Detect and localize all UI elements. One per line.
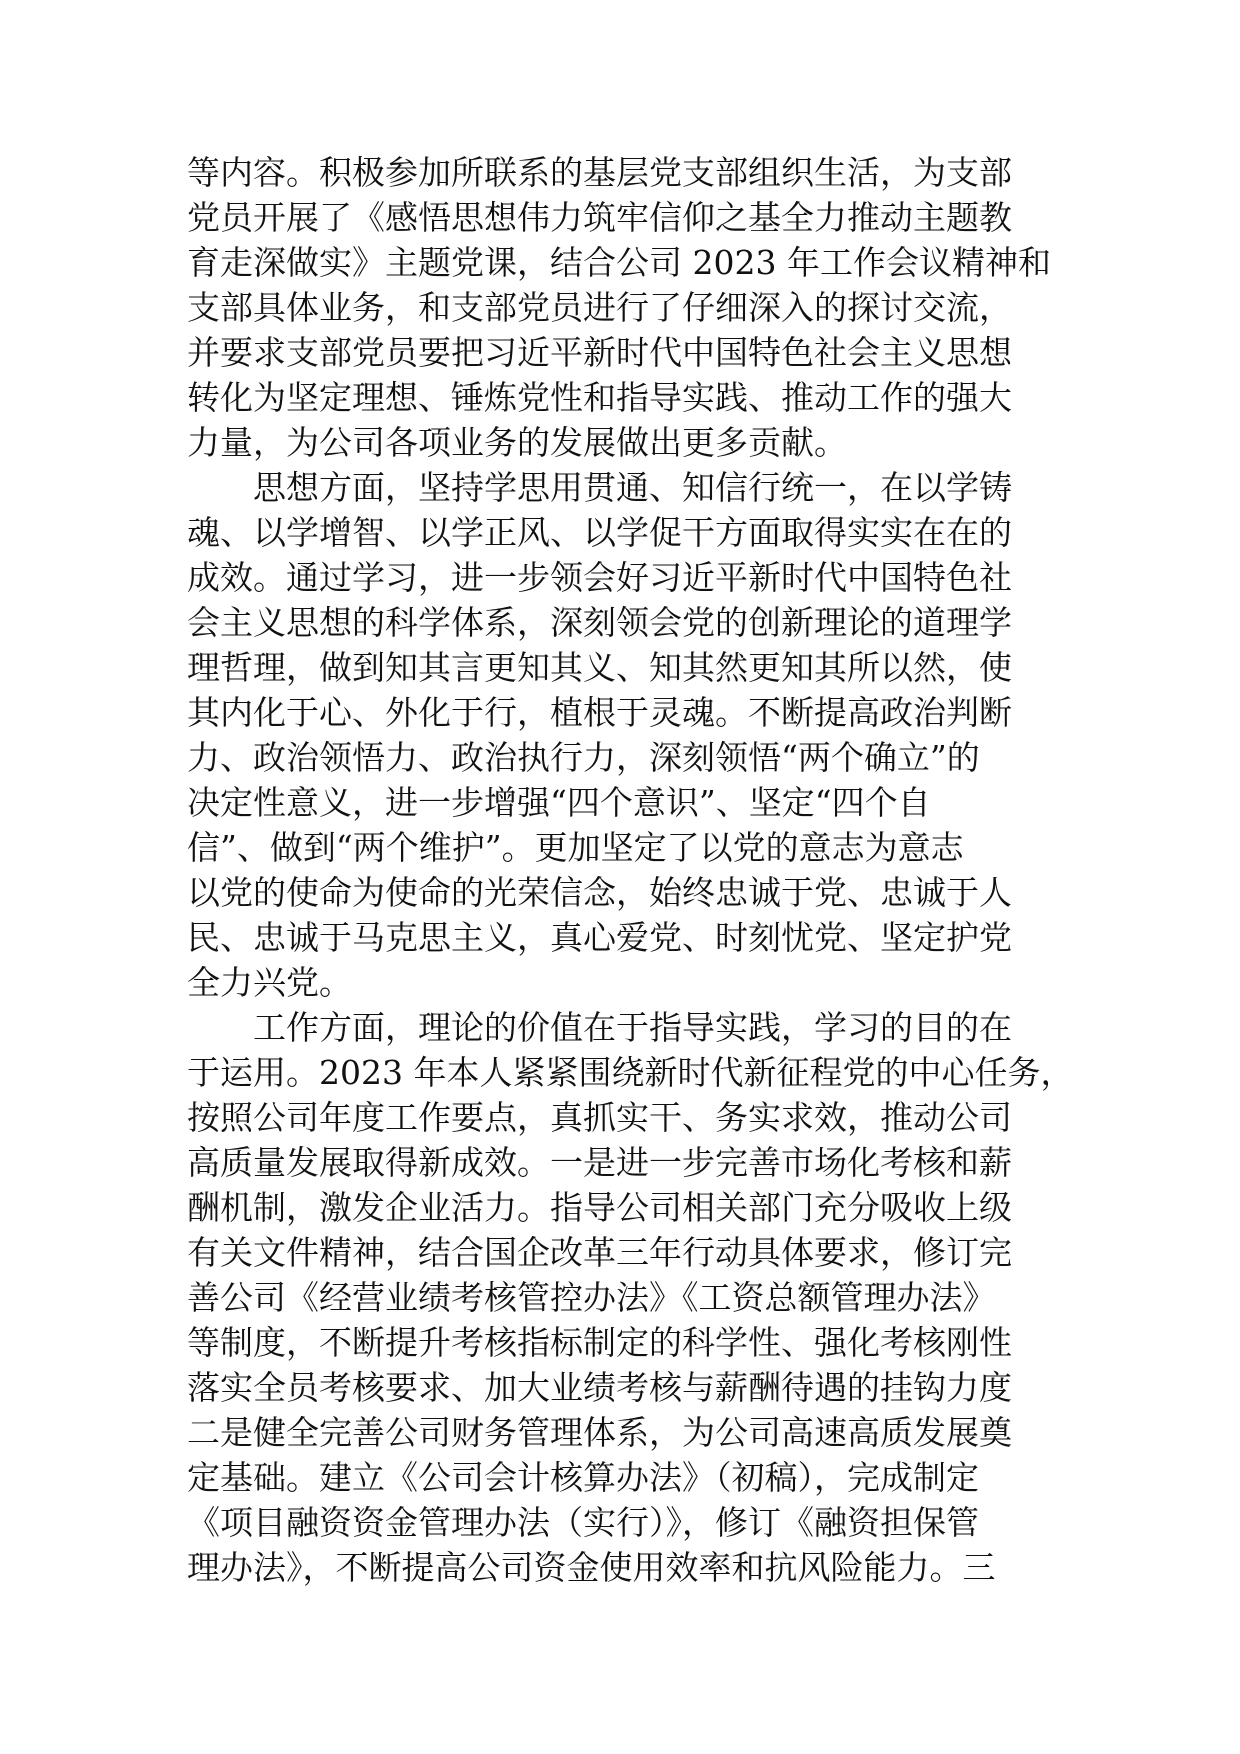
text-line: 定基础。建立《公司会计核算办法》（初稿），完成制定 [187,1458,979,1497]
text-line: 理办法》，不断提高公司资金使用效率和抗风险能力。三 [187,1548,996,1587]
text-line: 转化为坚定理想、锤炼党性和指导实践、推动工作的强大 [187,378,1012,417]
text-line: 《项目融资资金管理办法（实行）》，修订《融资担保管 [187,1503,979,1542]
text-line: 有关文件精神，结合国企改革三年行动具体要求，修订完 [187,1233,1012,1272]
text-line: 支部具体业务，和支部党员进行了仔细深入的探讨交流， [187,288,1012,327]
document-body [187,150,1074,1590]
text-line: 会主义思想的科学体系，深刻领会党的创新理论的道理学 [187,603,1012,642]
text-line: 等内容。积极参加所联系的基层党支部组织生活，为支部 [187,153,1012,192]
text-line: 按照公司年度工作要点，真抓实干、务实求效，推动公司 [187,1098,1012,1137]
paragraph-3 [187,1005,1074,1590]
text-line: 全力兴党。 [187,963,352,1002]
text-line: 工作方面，理论的价值在于指导实践，学习的目的在 [253,1008,1012,1047]
text-line: 酬机制，激发企业活力。指导公司相关部门充分吸收上级 [187,1188,1012,1227]
text-line: 落实全员考核要求、加大业绩考核与薪酬待遇的挂钩力度 [187,1368,1012,1407]
text-line: 等制度，不断提升考核指标制定的科学性、强化考核刚性 [187,1323,1012,1362]
text-line: 以党的使命为使命的光荣信念，始终忠诚于党、忠诚于人 [187,873,1012,912]
text-line: 育走深做实》主题党课，结合公司 2023 年工作会议精神和 [187,243,1051,282]
text-line: 决定性意义，进一步增强“四个意识”、坚定“四个自 [187,783,931,822]
text-line: 理哲理，做到知其言更知其义、知其然更知其所以然，使 [187,648,1012,687]
text-line: 力量，为公司各项业务的发展做出更多贡献。 [187,423,847,462]
text-line: 二是健全完善公司财务管理体系，为公司高速高质发展奠 [187,1413,1012,1452]
text-line: 民、忠诚于马克思主义，真心爱党、时刻忧党、坚定护党 [187,918,1012,957]
text-line: 思想方面，坚持学思用贯通、知信行统一，在以学铸 [253,468,1012,507]
text-line: 力、政治领悟力、政治执行力，深刻领悟“两个确立”的 [187,738,980,777]
text-line: 党员开展了《感悟思想伟力筑牢信仰之基全力推动主题教 [187,198,1012,237]
text-line: 于运用。2023 年本人紧紧围绕新时代新征程党的中心任务， [187,1053,1074,1092]
text-line: 善公司《经营业绩考核管控办法》《工资总额管理办法》 [187,1278,996,1317]
paragraph-2 [187,465,1055,1005]
text-line: 信”、做到“两个维护”。更加坚定了以党的意志为意志 [187,828,964,867]
text-line: 魂、以学增智、以学正风、以学促干方面取得实实在在的 [187,513,1012,552]
text-line: 其内化于心、外化于行，植根于灵魂。不断提高政治判断 [187,693,1012,732]
text-line: 高质量发展取得新成效。一是进一步完善市场化考核和薪 [187,1143,1012,1182]
paragraph-1 [187,150,1055,465]
text-line: 成效。通过学习，进一步领会好习近平新时代中国特色社 [187,558,1012,597]
text-line: 并要求支部党员要把习近平新时代中国特色社会主义思想 [187,333,1012,372]
